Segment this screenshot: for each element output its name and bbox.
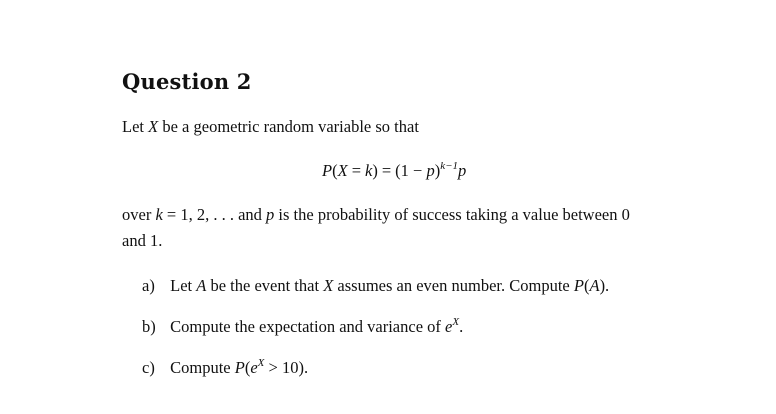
over-p: p [266,205,275,224]
formula-base: (1 − [395,161,427,180]
part-a-t2: be the event that [210,276,320,295]
part-c-open: ( [244,358,251,377]
support-line-1 [122,207,630,224]
over-k: k [155,205,163,224]
over-suffix: is the probability of success taking a value between 0 [278,205,630,224]
part-c-rest: > 10). [264,358,309,377]
part-b-label: b) [142,317,156,336]
formula-eq2: = [381,161,392,180]
formula-close: ) [372,161,378,180]
part-a [142,278,609,295]
intro-text [122,119,419,136]
part-c-t1: Compute [170,358,231,377]
over-and: and [238,205,262,224]
part-c-e: e [250,358,258,377]
question-title: Question 2 [122,69,252,94]
part-b-end: . [459,317,464,336]
formula-k: k [365,161,373,180]
formula-p2: p [458,161,467,180]
formula-X: X [337,161,348,180]
intro-prefix: Let [122,117,144,136]
support-line-2: and 1. [122,231,163,250]
part-a-t3: assumes an even number. Compute [337,276,570,295]
over-prefix: over [122,205,152,224]
intro-suffix: be a geometric random variable so that [162,117,419,136]
part-a-open: ( [583,276,590,295]
over-eq: = 1, 2, . . . [166,205,234,224]
part-a-A2: A [589,276,600,295]
part-c-P: P [234,358,245,377]
part-b-t1: Compute the expectation and variance of [170,317,441,336]
formula-base-close: ) [434,161,441,180]
formula-eq1: = [351,161,361,180]
formula-exponent: k−1 [440,160,459,172]
part-b [142,316,464,336]
part-c-sup: X [257,357,265,369]
part-b-sup: X [452,316,460,328]
formula-open: ( [332,161,338,180]
formula-P: P [322,161,333,180]
intro-var: X [148,117,159,136]
part-c-label: c) [142,358,155,377]
part-a-A1: A [196,276,207,295]
part-a-t1: Let [170,276,193,295]
part-c [142,357,309,377]
part-a-close: ). [599,276,610,295]
part-b-e: e [445,317,453,336]
pmf-formula [322,160,467,180]
part-a-label: a) [142,276,155,295]
formula-p1: p [426,161,435,180]
part-a-P: P [573,276,584,295]
part-a-X: X [323,276,334,295]
